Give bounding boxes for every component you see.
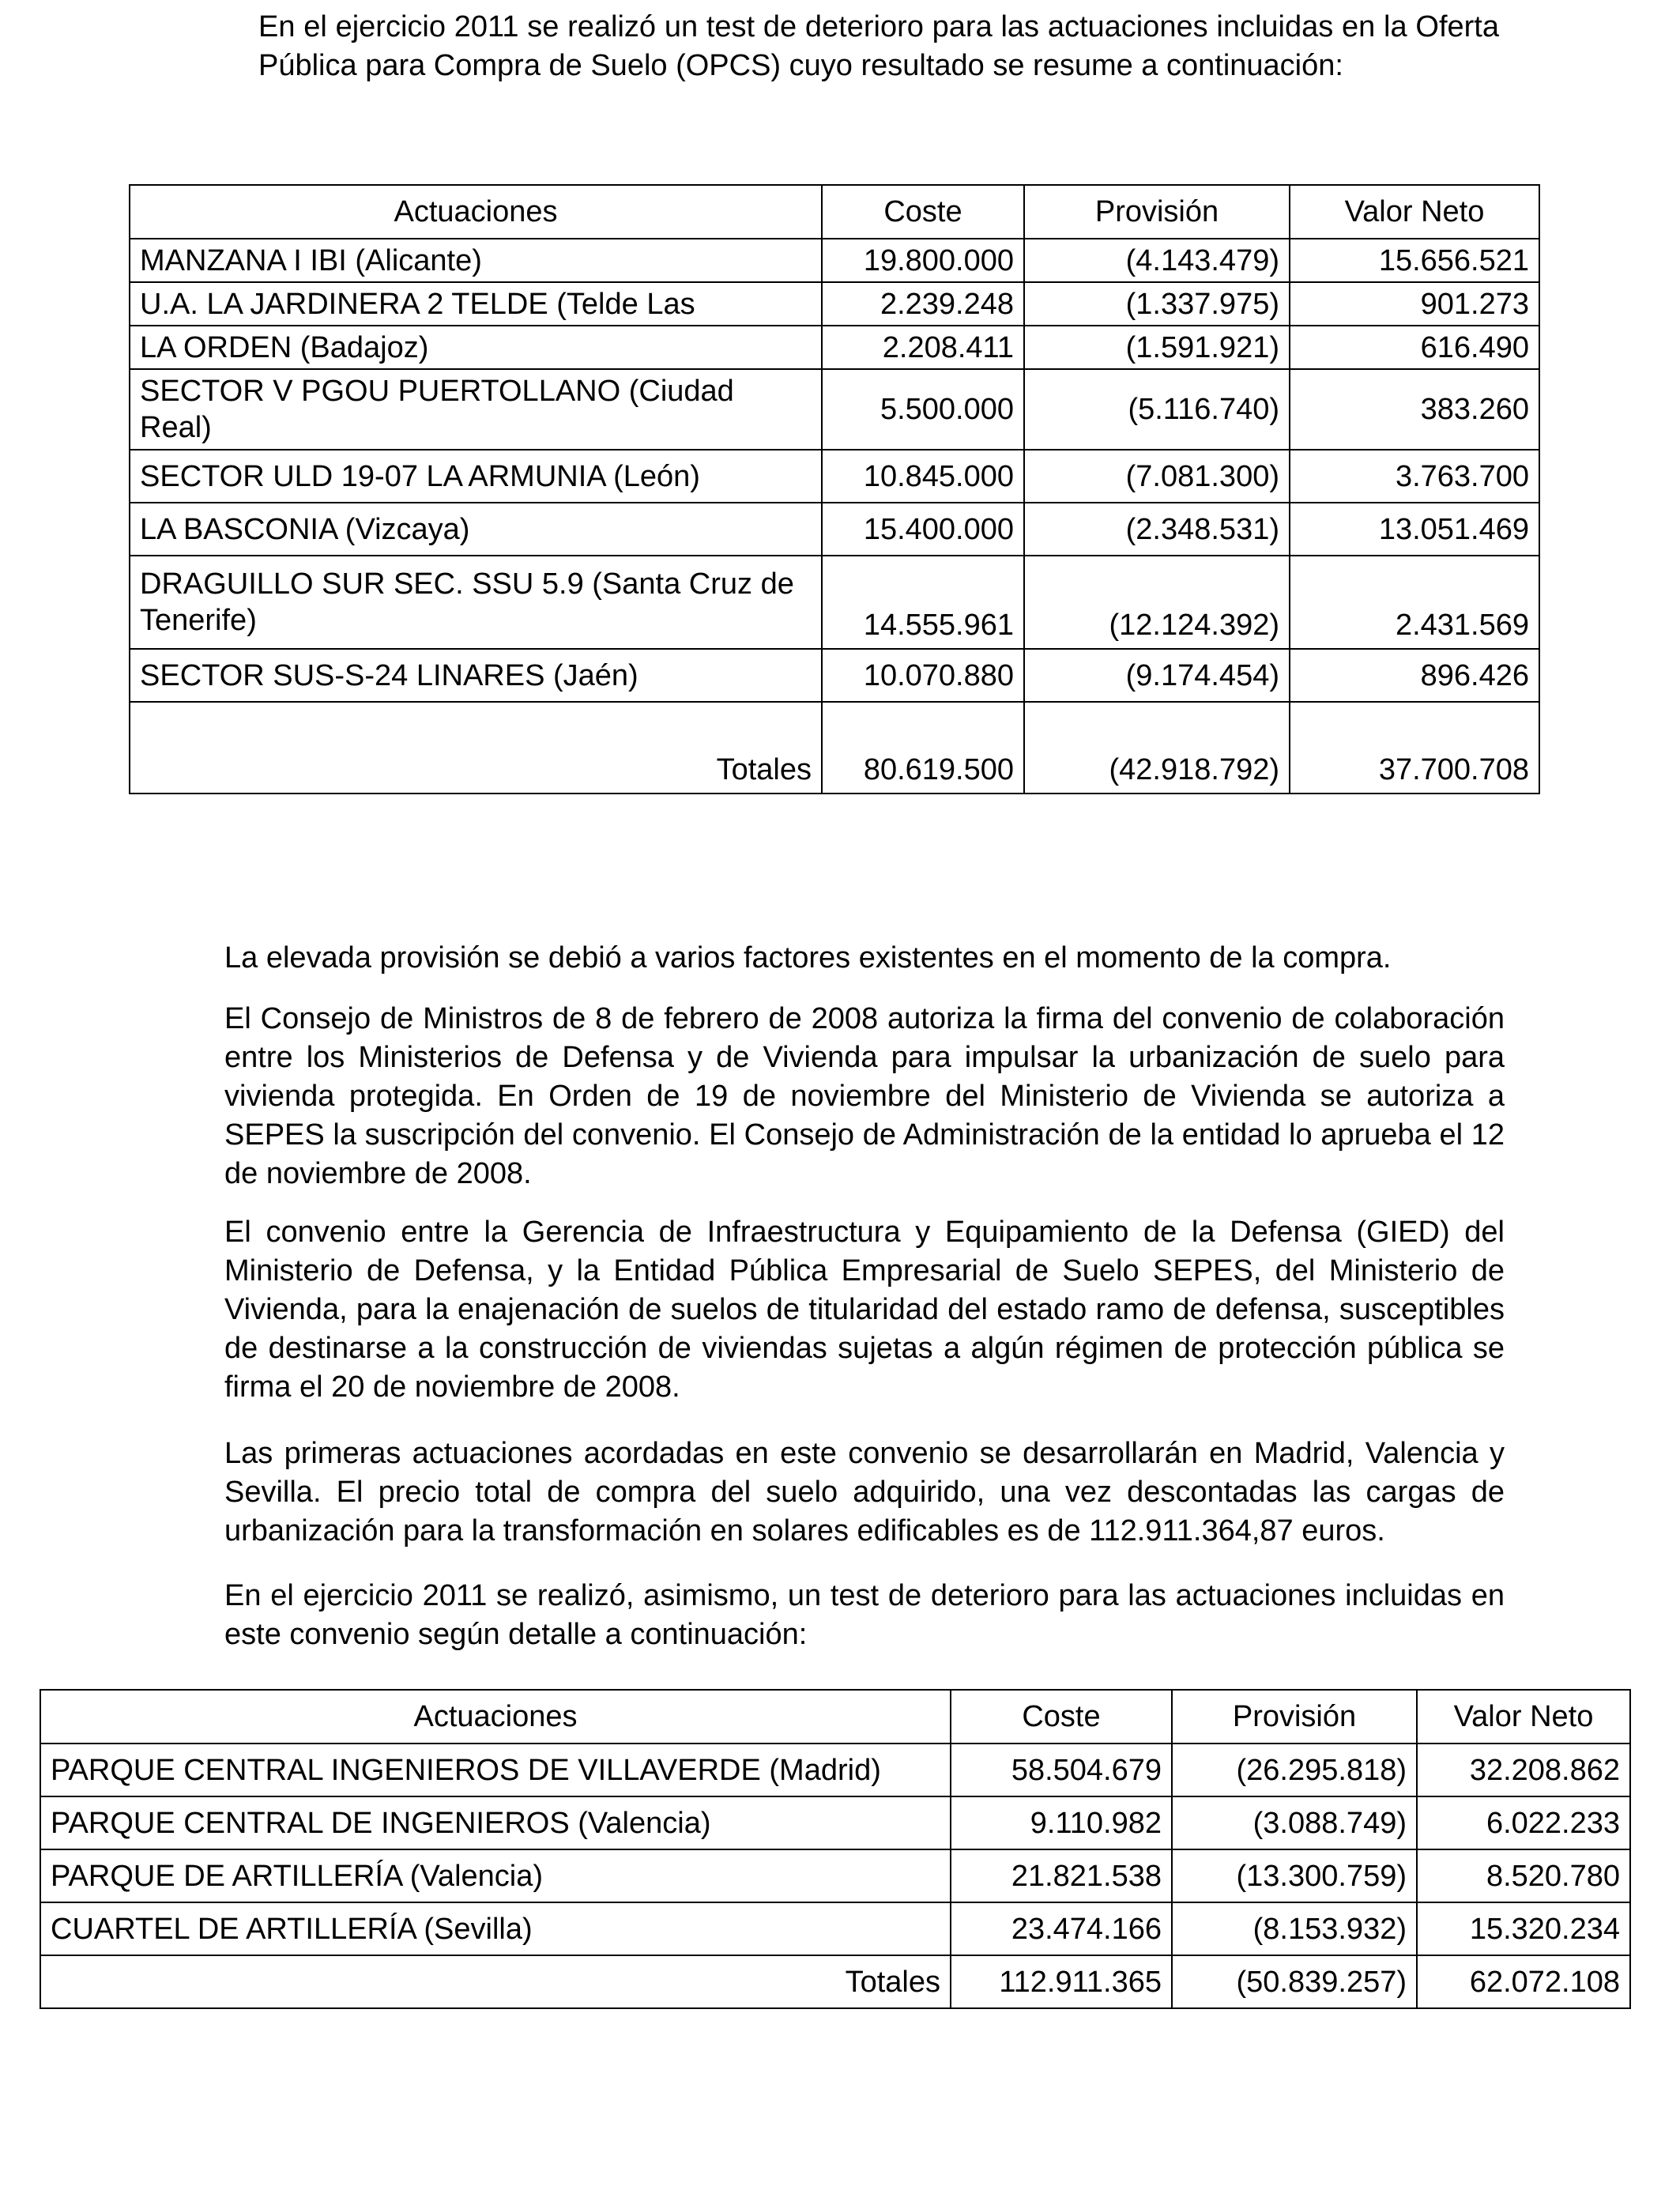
cell-provision: (1.591.921) xyxy=(1024,326,1290,369)
table-row xyxy=(40,1744,1630,1796)
cell-actuacion: CUARTEL DE ARTILLERÍA (Sevilla) xyxy=(40,1902,951,1955)
total-coste: 80.619.500 xyxy=(822,702,1024,794)
total-provision: (50.839.257) xyxy=(1172,1955,1417,2008)
header-actuaciones: Actuaciones xyxy=(130,185,822,239)
totals-label: Totales xyxy=(40,1955,951,2008)
table-row xyxy=(130,450,1539,503)
cell-valor-neto: 13.051.469 xyxy=(1290,503,1539,556)
cell-coste: 2.239.248 xyxy=(822,282,1024,326)
cell-coste: 19.800.000 xyxy=(822,239,1024,282)
body-paragraph: En el ejercicio 2011 se realizó, asimismo, un test de deterioro para las actuaciones incluidas en este convenio según detalle a continuación: xyxy=(224,1579,1505,1651)
cell-valor-neto: 32.208.862 xyxy=(1417,1744,1630,1796)
total-coste: 112.911.365 xyxy=(951,1955,1172,2008)
cell-valor-neto: 15.320.234 xyxy=(1417,1902,1630,1955)
cell-valor-neto: 616.490 xyxy=(1290,326,1539,369)
cell-provision: (7.081.300) xyxy=(1024,450,1290,503)
cell-provision: (3.088.749) xyxy=(1172,1796,1417,1849)
cell-coste: 15.400.000 xyxy=(822,503,1024,556)
cell-actuacion: SECTOR V PGOU PUERTOLLANO (Ciudad Real) xyxy=(130,369,822,450)
body-paragraph: Las primeras actuaciones acordadas en este convenio se desarrollarán en Madrid, Valencia y Sevilla. El precio total de compra del suelo adquirido, una vez descontadas las cargas de urbanización para la transformación en solares edificables es de 112.911.364,87 euros. xyxy=(224,1437,1505,1547)
cell-valor-neto: 6.022.233 xyxy=(1417,1796,1630,1849)
totals-row xyxy=(130,702,1539,794)
table-header-row xyxy=(130,185,1539,239)
table-row xyxy=(130,556,1539,649)
header-coste: Coste xyxy=(822,185,1024,239)
convenio-impairment-table xyxy=(40,1689,1631,2009)
cell-valor-neto: 15.656.521 xyxy=(1290,239,1539,282)
cell-provision: (12.124.392) xyxy=(1024,556,1290,649)
totals-row xyxy=(40,1955,1630,2008)
cell-valor-neto: 2.431.569 xyxy=(1290,556,1539,649)
cell-coste: 10.845.000 xyxy=(822,450,1024,503)
cell-actuacion: DRAGUILLO SUR SEC. SSU 5.9 (Santa Cruz de Tenerife) xyxy=(130,556,822,649)
body-paragraph: El Consejo de Ministros de 8 de febrero de 2008 autoriza la firma del convenio de colaboración entre los Ministerios de Defensa y de Vivienda para impulsar la urbanización de suelo para vivienda protegida. En Orden de 19 de noviembre del Ministerio de Vivienda se autoriza a SEPES la suscripción del convenio. El Consejo de Administración de la entidad lo aprueba el 12 de noviembre de 2008. xyxy=(224,1002,1505,1190)
cell-coste: 10.070.880 xyxy=(822,649,1024,702)
total-provision: (42.918.792) xyxy=(1024,702,1290,794)
table-row xyxy=(40,1849,1630,1902)
table-row xyxy=(130,239,1539,282)
cell-coste: 58.504.679 xyxy=(951,1744,1172,1796)
cell-provision: (26.295.818) xyxy=(1172,1744,1417,1796)
cell-valor-neto: 901.273 xyxy=(1290,282,1539,326)
cell-coste: 9.110.982 xyxy=(951,1796,1172,1849)
table-row xyxy=(40,1902,1630,1955)
cell-provision: (1.337.975) xyxy=(1024,282,1290,326)
header-actuaciones: Actuaciones xyxy=(40,1690,951,1744)
table-row xyxy=(40,1796,1630,1849)
cell-actuacion: PARQUE CENTRAL INGENIEROS DE VILLAVERDE (Madrid) xyxy=(40,1744,951,1796)
cell-valor-neto: 896.426 xyxy=(1290,649,1539,702)
cell-actuacion: U.A. LA JARDINERA 2 TELDE (Telde Las xyxy=(130,282,822,326)
table-row xyxy=(130,649,1539,702)
cell-actuacion: MANZANA I IBI (Alicante) xyxy=(130,239,822,282)
table-row xyxy=(130,503,1539,556)
cell-actuacion: LA ORDEN (Badajoz) xyxy=(130,326,822,369)
cell-actuacion: PARQUE DE ARTILLERÍA (Valencia) xyxy=(40,1849,951,1902)
body-paragraph: La elevada provisión se debió a varios factores existentes en el momento de la compra. xyxy=(224,941,1392,974)
cell-coste: 14.555.961 xyxy=(822,556,1024,649)
header-provision: Provisión xyxy=(1024,185,1290,239)
total-valor-neto: 37.700.708 xyxy=(1290,702,1539,794)
cell-coste: 2.208.411 xyxy=(822,326,1024,369)
table-header-row xyxy=(40,1690,1630,1744)
opcs-impairment-table xyxy=(129,184,1540,794)
cell-provision: (5.116.740) xyxy=(1024,369,1290,450)
cell-actuacion: SECTOR SUS-S-24 LINARES (Jaén) xyxy=(130,649,822,702)
cell-coste: 21.821.538 xyxy=(951,1849,1172,1902)
cell-provision: (8.153.932) xyxy=(1172,1902,1417,1955)
cell-actuacion: PARQUE CENTRAL DE INGENIEROS (Valencia) xyxy=(40,1796,951,1849)
cell-valor-neto: 383.260 xyxy=(1290,369,1539,450)
cell-provision: (2.348.531) xyxy=(1024,503,1290,556)
cell-coste: 23.474.166 xyxy=(951,1902,1172,1955)
cell-provision: (9.174.454) xyxy=(1024,649,1290,702)
cell-provision: (4.143.479) xyxy=(1024,239,1290,282)
totals-label: Totales xyxy=(130,702,822,794)
table-row xyxy=(130,369,1539,450)
intro-paragraph: En el ejercicio 2011 se realizó un test de deterioro para las actuaciones incluidas en la Oferta Pública para Compra de Suelo (OPCS) cuyo resultado se resume a continuación: xyxy=(258,10,1499,82)
total-valor-neto: 62.072.108 xyxy=(1417,1955,1630,2008)
cell-provision: (13.300.759) xyxy=(1172,1849,1417,1902)
header-valor-neto: Valor Neto xyxy=(1290,185,1539,239)
header-coste: Coste xyxy=(951,1690,1172,1744)
table-row xyxy=(130,282,1539,326)
cell-valor-neto: 8.520.780 xyxy=(1417,1849,1630,1902)
body-paragraph: El convenio entre la Gerencia de Infraestructura y Equipamiento de la Defensa (GIED) del Ministerio de Defensa, y la Entidad Pública Empresarial de Suelo SEPES, del Ministerio de Vivienda, para la enajenación de suelos de titularidad del estado ramo de defensa, susceptibles de destinarse a la construcción de viviendas sujetas a algún régimen de protección pública se firma el 20 de noviembre de 2008. xyxy=(224,1216,1505,1404)
header-provision: Provisión xyxy=(1172,1690,1417,1744)
cell-actuacion: LA BASCONIA (Vizcaya) xyxy=(130,503,822,556)
header-valor-neto: Valor Neto xyxy=(1417,1690,1630,1744)
cell-actuacion: SECTOR ULD 19-07 LA ARMUNIA (León) xyxy=(130,450,822,503)
cell-valor-neto: 3.763.700 xyxy=(1290,450,1539,503)
table-row xyxy=(130,326,1539,369)
cell-coste: 5.500.000 xyxy=(822,369,1024,450)
